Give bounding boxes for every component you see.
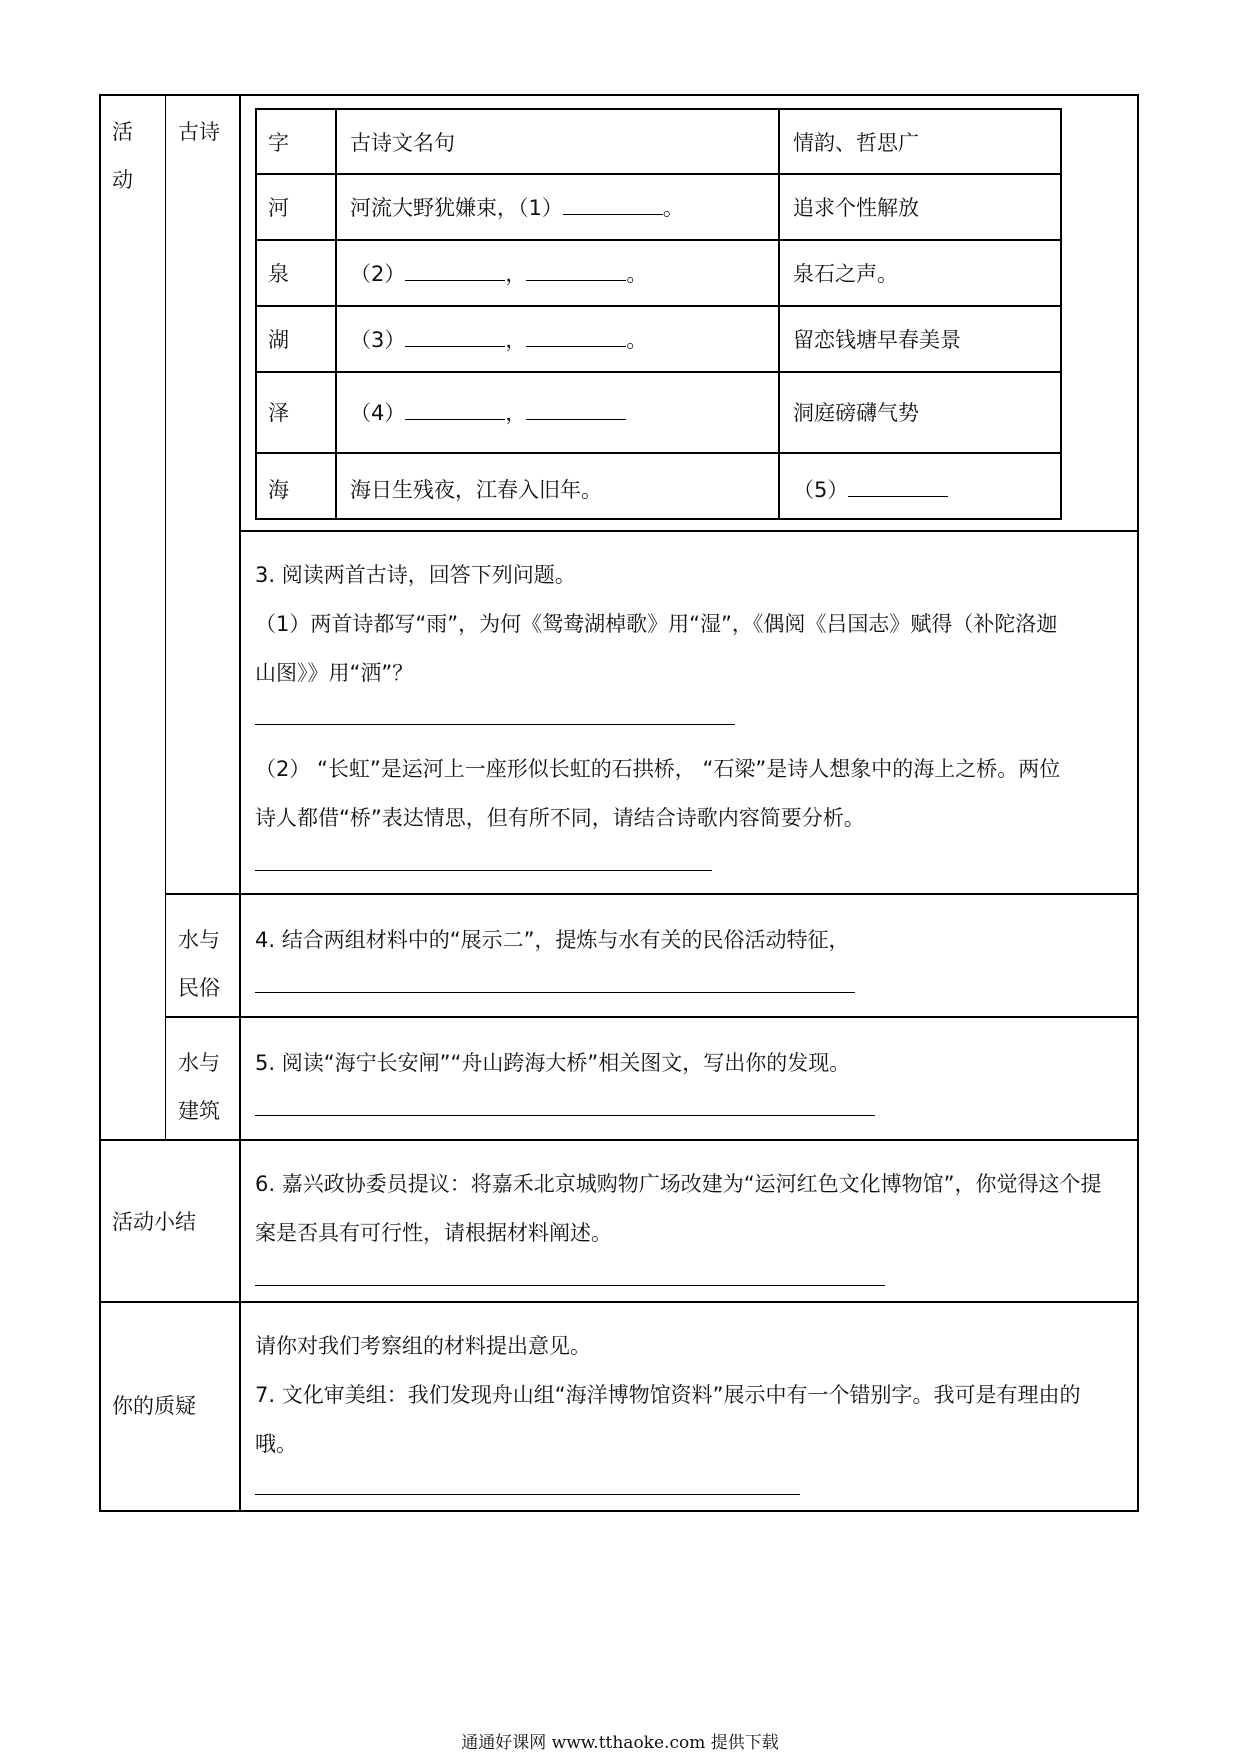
poem-label: 古诗 bbox=[178, 120, 220, 144]
poem-row-line: （3） ， 。 bbox=[350, 328, 648, 352]
poem-row-char: 泽 bbox=[268, 401, 289, 425]
poem-row-char: 泉 bbox=[268, 262, 289, 286]
poem-row-line: 海日生残夜，江春入旧年。 bbox=[350, 478, 602, 502]
poem-table-right bbox=[1060, 108, 1062, 520]
answer-blank-1[interactable] bbox=[563, 196, 663, 215]
poem-row-meaning: （5） bbox=[793, 478, 948, 502]
q7-lead: 请你对我们考察组的材料提出意见。 bbox=[255, 1334, 591, 1358]
water-folk-label-1: 水与 bbox=[178, 928, 220, 952]
q4-prompt: 4. 结合两组材料中的“展示二”，提炼与水有关的民俗活动特征， bbox=[255, 928, 850, 952]
q6-answer-line[interactable] bbox=[255, 1285, 885, 1286]
row-divider-q5 bbox=[99, 1139, 1139, 1141]
q3-sub2-line1: （2） “长虹”是运河上一座形似长虹的石拱桥， “石梁”是诗人想象中的海上之桥。两位 bbox=[255, 757, 1061, 781]
outer-border-top bbox=[99, 94, 1139, 96]
q6-line1: 6. 嘉兴政协委员提议：将嘉禾北京城购物广场改建为“运河红色文化博物馆”，你觉得这个提 bbox=[255, 1172, 1102, 1196]
poem-row-char: 湖 bbox=[268, 328, 289, 352]
q3-intro: 3. 阅读两首古诗，回答下列问题。 bbox=[255, 563, 576, 587]
q3-sub2-line2: 诗人都借“桥”表达情思，但有所不同，请结合诗歌内容简要分析。 bbox=[255, 806, 865, 830]
row-divider-poemtable bbox=[240, 530, 1138, 532]
col-divider-1 bbox=[165, 94, 166, 1141]
poem-table-row3 bbox=[255, 305, 1062, 307]
q7-answer-line[interactable] bbox=[255, 1494, 800, 1495]
activity-label-1: 活 bbox=[112, 120, 133, 144]
q3-sub1-line2: 山图》》用“洒”？ bbox=[255, 661, 414, 685]
answer-blank-5[interactable] bbox=[848, 478, 948, 497]
row-divider-q6 bbox=[99, 1301, 1139, 1303]
outer-border-left bbox=[99, 94, 101, 1512]
poem-row-char: 海 bbox=[268, 478, 289, 502]
row-divider-q3 bbox=[165, 893, 1138, 895]
poem-header-line: 古诗文名句 bbox=[350, 131, 455, 155]
q6-line2: 案是否具有可行性，请根据材料阐述。 bbox=[255, 1221, 612, 1245]
answer-blank-2a[interactable] bbox=[405, 262, 505, 281]
outer-border-bottom bbox=[99, 1510, 1139, 1512]
poem-header-meaning: 情韵、哲思广 bbox=[793, 131, 919, 155]
poem-table-col1 bbox=[335, 108, 337, 520]
poem-table-left bbox=[255, 108, 257, 520]
water-arch-label-2: 建筑 bbox=[178, 1099, 220, 1123]
poem-row-meaning: 洞庭磅礴气势 bbox=[793, 401, 919, 425]
poem-row-line: （4） ， bbox=[350, 401, 626, 425]
poem-row-meaning: 泉石之声。 bbox=[793, 262, 898, 286]
page-footer: 通通好课网 www.tthaoke.com 提供下载 bbox=[461, 1733, 779, 1753]
water-folk-label-2: 民俗 bbox=[178, 976, 220, 1000]
poem-table-row5 bbox=[255, 452, 1062, 454]
q7-line2: 哦。 bbox=[255, 1432, 297, 1456]
outer-border-right bbox=[1137, 94, 1139, 1512]
q4-answer-line[interactable] bbox=[255, 992, 855, 993]
answer-blank-3b[interactable] bbox=[526, 328, 626, 347]
poem-table-row4 bbox=[255, 371, 1062, 373]
water-arch-label-1: 水与 bbox=[178, 1051, 220, 1075]
poem-table-row1 bbox=[255, 173, 1062, 175]
q5-prompt: 5. 阅读“海宁长安闸”“舟山跨海大桥”相关图文，写出你的发现。 bbox=[255, 1051, 851, 1075]
answer-blank-3a[interactable] bbox=[405, 328, 505, 347]
answer-blank-4b[interactable] bbox=[526, 401, 626, 420]
answer-blank-2b[interactable] bbox=[526, 262, 626, 281]
activity-label-2: 动 bbox=[112, 168, 133, 192]
poem-row-meaning: 留恋钱塘早春美景 bbox=[793, 328, 961, 352]
poem-table-row2 bbox=[255, 239, 1062, 241]
col-divider-2 bbox=[239, 94, 241, 1512]
poem-table-bottom bbox=[255, 518, 1062, 520]
summary-label: 活动小结 bbox=[112, 1210, 196, 1234]
q3-sub1-line1: （1）两首诗都写“雨”，为何《鸳鸯湖棹歌》用“湿”，《偶阅《吕国志》赋得（补陀洛迦 bbox=[255, 612, 1058, 636]
q3-answer-line-2[interactable] bbox=[255, 870, 712, 871]
answer-blank-4a[interactable] bbox=[405, 401, 505, 420]
row-divider-q4 bbox=[165, 1016, 1138, 1018]
q3-answer-line-1[interactable] bbox=[255, 724, 735, 725]
q7-line1: 7. 文化审美组：我们发现舟山组“海洋博物馆资料”展示中有一个错别字。我可是有理由的 bbox=[255, 1383, 1081, 1407]
poem-header-char: 字 bbox=[268, 131, 289, 155]
q5-answer-line[interactable] bbox=[255, 1115, 875, 1116]
question-label: 你的质疑 bbox=[112, 1394, 196, 1418]
poem-row-meaning: 追求个性解放 bbox=[793, 196, 919, 220]
poem-table-col2 bbox=[778, 108, 780, 520]
poem-row-line: 河流大野犹嫌束，（1） 。 bbox=[350, 196, 684, 220]
poem-row-line: （2） ， 。 bbox=[350, 262, 648, 286]
poem-row-char: 河 bbox=[268, 196, 289, 220]
poem-table-top bbox=[255, 108, 1062, 110]
